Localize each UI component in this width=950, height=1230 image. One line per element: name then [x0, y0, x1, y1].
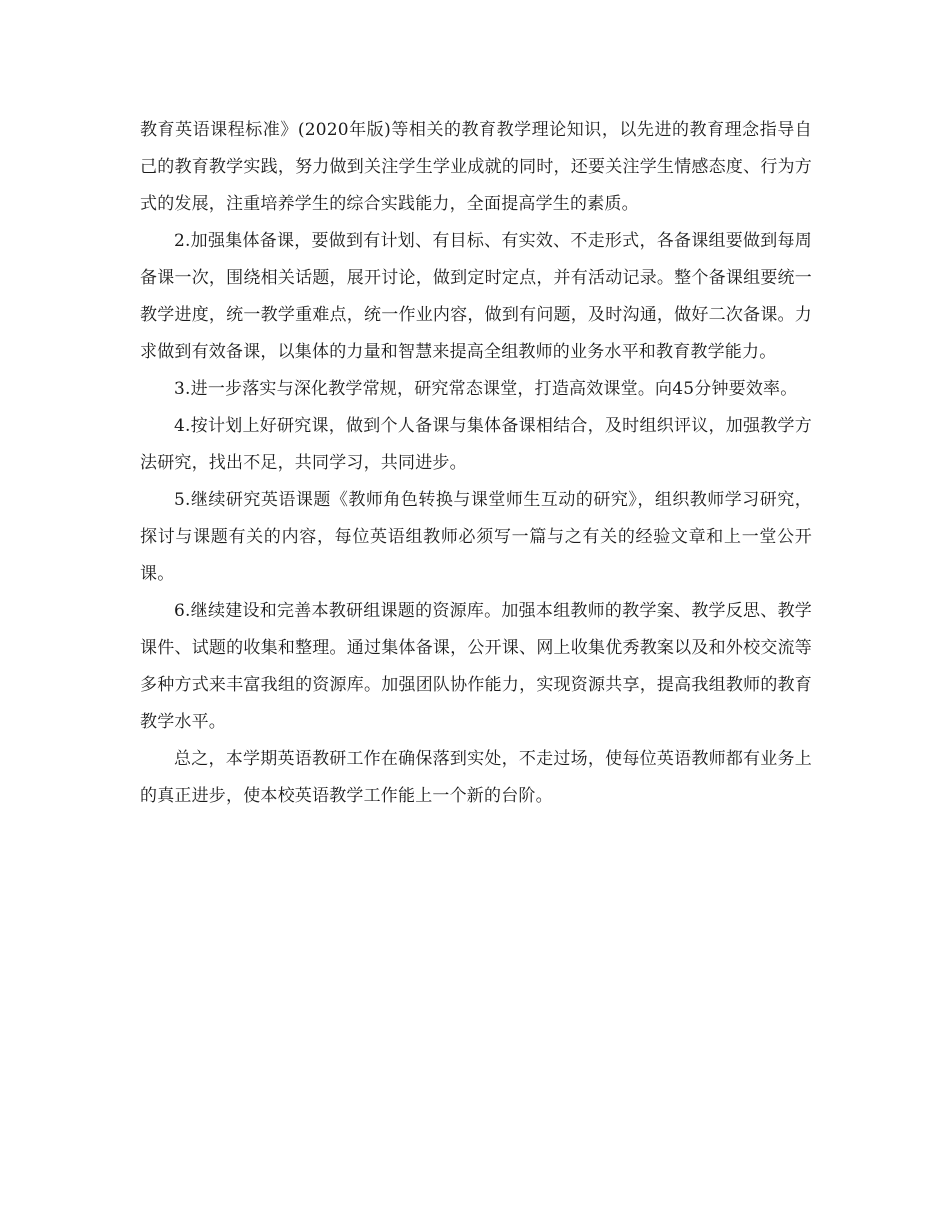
paragraph-item-6: 6.继续建设和完善本教研组课题的资源库。加强本组教师的教学案、教学反思、教学课件、试题的收集和整理。通过集体备课，公开课、网上收集优秀教案以及和外校交流等多种方式来丰富我组的资源库。加强团队协作能力，实现资源共享，提高我组教师的教育教学水平。 [140, 601, 812, 732]
paragraph-item-4: 4.按计划上好研究课，做到个人备课与集体备课相结合，及时组织评议，加强教学方法研究，找出不足，共同学习，共同进步。 [140, 416, 812, 473]
document-page [140, 112, 812, 815]
paragraph-item-5: 5.继续研究英语课题《教师角色转换与课堂师生互动的研究》，组织教师学习研究，探讨与课题有关的内容，每位英语组教师必须写一篇与之有关的经验文章和上一堂公开课。 [140, 490, 812, 584]
paragraph-conclusion: 总之，本学期英语教研工作在确保落到实处，不走过场，使每位英语教师都有业务上的真正进步，使本校英语教学工作能上一个新的台阶。 [140, 749, 812, 806]
paragraph-item-3: 3.进一步落实与深化教学常规，研究常态课堂，打造高效课堂。向45分钟要效率。 [174, 379, 798, 399]
paragraph-continuation: 教育英语课程标准》(2020年版)等相关的教育教学理论知识，以先进的教育理念指导自己的教育教学实践，努力做到关注学生学业成就的同时，还要关注学生情感态度、行为方式的发展，注重培养学生的综合实践能力，全面提高学生的素质。 [140, 120, 812, 214]
paragraph-item-2: 2.加强集体备课，要做到有计划、有目标、有实效、不走形式，各备课组要做到每周备课一次，围绕相关话题，展开讨论，做到定时定点，并有活动记录。整个备课组要统一教学进度，统一教学重难点，统一作业内容，做到有问题，及时沟通，做好二次备课。力求做到有效备课，以集体的力量和智慧来提高全组教师的业务水平和教育教学能力。 [140, 231, 812, 362]
